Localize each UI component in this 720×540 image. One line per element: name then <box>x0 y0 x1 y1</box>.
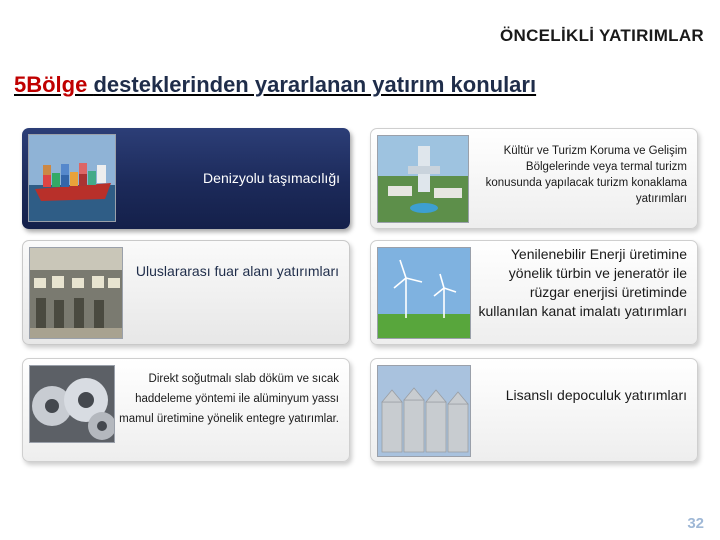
card-text: Direkt soğutmalı slab döküm ve sıcak haddeleme yöntemi ile alüminyum yassı mamul üretimine yönelik entegre yatırımlar. <box>119 373 339 425</box>
page-subtitle <box>14 72 536 98</box>
card-text: Denizyolu taşımacılığı <box>203 170 340 186</box>
wind-turbines-photo <box>377 247 471 339</box>
card-turizm <box>370 128 698 229</box>
card-ruzgar <box>370 240 698 345</box>
card-depoculuk <box>370 358 698 462</box>
hotel-resort-photo <box>377 135 469 223</box>
page-number: 32 <box>687 515 704 532</box>
card-denizyolu <box>22 128 350 229</box>
card-text: Kültür ve Turizm Koruma ve Gelişim Bölgelerinde veya termal turizm konusunda yapılacak turizm konaklama yatırımları <box>485 145 687 205</box>
card-text: Uluslararası fuar alanı yatırımları <box>135 263 339 279</box>
card-text: Yenilenebilir Enerji üretimine yönelik türbin ve jeneratör ile rüzgar enerjisi üretiminde kullanılan kanat imalatı yatırımları <box>478 246 687 319</box>
subtitle-number: 5Bölge <box>14 72 94 97</box>
card-text: Lisanslı depoculuk yatırımları <box>505 387 687 403</box>
page-header-title: ÖNCELİKLİ YATIRIMLAR <box>499 26 704 45</box>
metal-coils-photo <box>29 365 115 443</box>
card-aluminyum <box>22 358 350 462</box>
grain-silos-photo <box>377 365 471 457</box>
subtitle-text: desteklerinden yararlanan yatırım konuları <box>93 72 537 97</box>
cargo-ship-photo <box>28 134 116 222</box>
card-fuar <box>22 240 350 345</box>
fair-hall-photo <box>29 247 123 339</box>
